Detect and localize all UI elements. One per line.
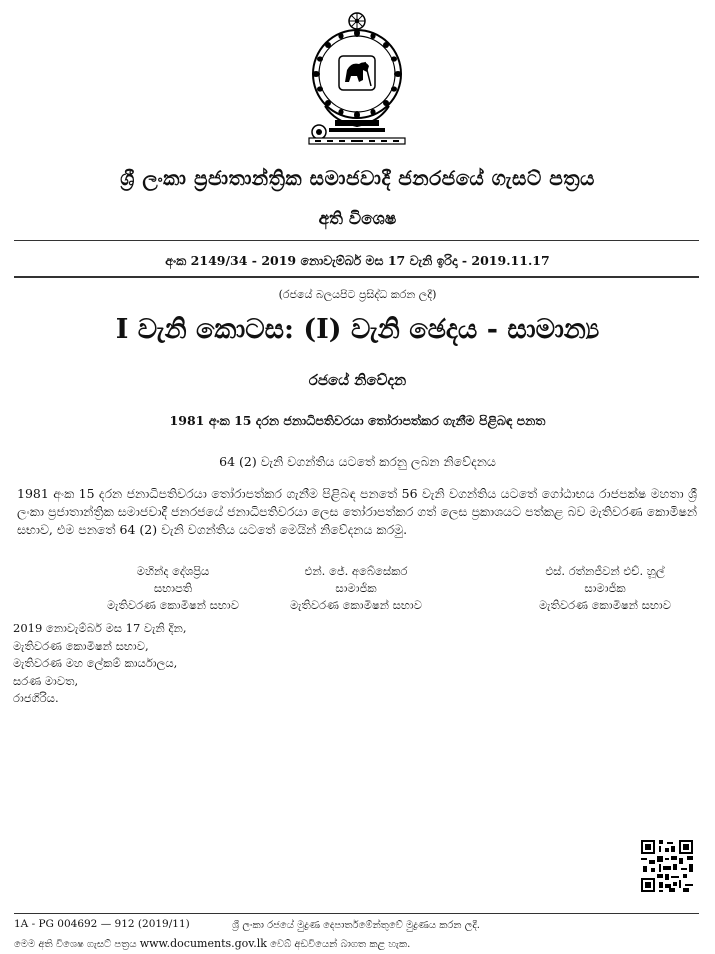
- signatory-body: මැතිවරණ කොමිෂන් සභාව: [539, 598, 671, 612]
- signatory-block: [73, 563, 273, 614]
- signatory-block: [256, 563, 456, 614]
- address-line: සරණ මාවත,: [13, 673, 79, 688]
- printed-by-note: ශ්‍රී ලංකා රජයේ මුද්‍රණ දෙපාර්තමේන්තුවේ මුද්‍රණය කරන ලදී.: [232, 920, 480, 931]
- signatory-block: [505, 563, 705, 614]
- signatory-body: මැතිවරණ කොමිෂන් සභාව: [107, 598, 239, 612]
- signatory-role: සාමාජික: [584, 581, 626, 595]
- signatory-name: එස්. රත්නජීවන් එච්. හූල්: [545, 564, 665, 578]
- address-line: 2019 නොවැම්බර් මස 17 වැනි දින,: [13, 621, 187, 635]
- gazette-extraordinary-label: අති විශෙෂ: [318, 209, 397, 229]
- signatory-body: මැතිවරණ කොමිෂන් සභාව: [290, 598, 422, 612]
- address-line: මැතිවරණ කොමිෂන් සභාව,: [13, 638, 149, 653]
- qr-code-icon: [641, 840, 693, 892]
- signatory-name: මහින්ද දේශප්‍රිය: [136, 564, 210, 578]
- gazette-masthead-title: ශ්‍රී ලංකා ප්‍රජාතාන්ත්‍රික සමාජවාදී ජනරජයේ ගැසට් පත්‍රය: [120, 166, 595, 190]
- online-note-suffix: වෙබ් අඩවියෙන් බාගත කළ හැක.: [270, 939, 411, 950]
- address-line: මැතිවරණ මහ ලේකම් කාර්යාලය,: [13, 656, 178, 670]
- part-heading: I වැනි කොටස: (I) වැනි ඡෙදය - සාමාන්‍ය: [115, 314, 600, 345]
- online-availability-note: [14, 937, 410, 950]
- notice-body: 1981 අංක 15 දරන ජනාධිපතිවරයා තෝරාපත්කර ගැනීම පිළිබඳ පනතේ 56 වැනි වගන්තිය යටතේ ගෝඨාභය රාජපක්ෂ මහතා ශ්‍රී ලංකා ප්‍රජාතාන්ත්‍රික සමාජවාදී ජනරජයේ ජනාධිපතිවරයා ලෙස තෝරාපත්කර ගත් ලෙස ප්‍රකාශයට පත්කළ බව මැතිවරණ කොමිෂන් සභාව, එම පනතේ 64 (2) වැනි වගන්තිය යටතේ මෙයින් නිවේදනය කරමු.: [17, 486, 697, 537]
- act-title: 1981 අංක 15 දරන ජනාධිපතිවරයා තෝරාපත්කර ගැනීම පිළිබඳ පනත: [169, 413, 546, 428]
- notice-section-title: 64 (2) වැනි වගන්තිය යටතේ කරනු ලබන නිවේදනය: [219, 454, 496, 469]
- signatory-role: සභාපති: [153, 581, 193, 595]
- footer-divider: [14, 913, 699, 914]
- documents-website-link[interactable]: www.documents.gov.lk: [139, 937, 267, 950]
- notice-category-heading: රජයේ නිවේදන: [308, 371, 407, 389]
- online-note-prefix: මෙම අති විශෙෂ ගැසට් පත්‍රය: [14, 939, 137, 950]
- issuing-address: [13, 620, 187, 708]
- top-divider: [14, 240, 699, 241]
- sri-lanka-emblem-icon: [305, 10, 409, 146]
- signatory-role: සාමාජික: [335, 581, 377, 595]
- gazette-issue-line: අංක 2149/34 - 2019 නොවැම්බර් මස 17 වැනි ඉරිදා - 2019.11.17: [165, 253, 550, 268]
- print-code: 1A - PG 004692 — 912 (2019/11): [14, 918, 190, 930]
- published-by-authority: (රජයේ බලයපිට ප්‍රසිද්ධ කරන ලදී): [278, 288, 437, 301]
- issue-divider: [14, 276, 699, 278]
- signatory-name: එන්. ජේ. අබේසේකර: [304, 564, 408, 578]
- address-line: රාජගිරිය.: [13, 691, 59, 705]
